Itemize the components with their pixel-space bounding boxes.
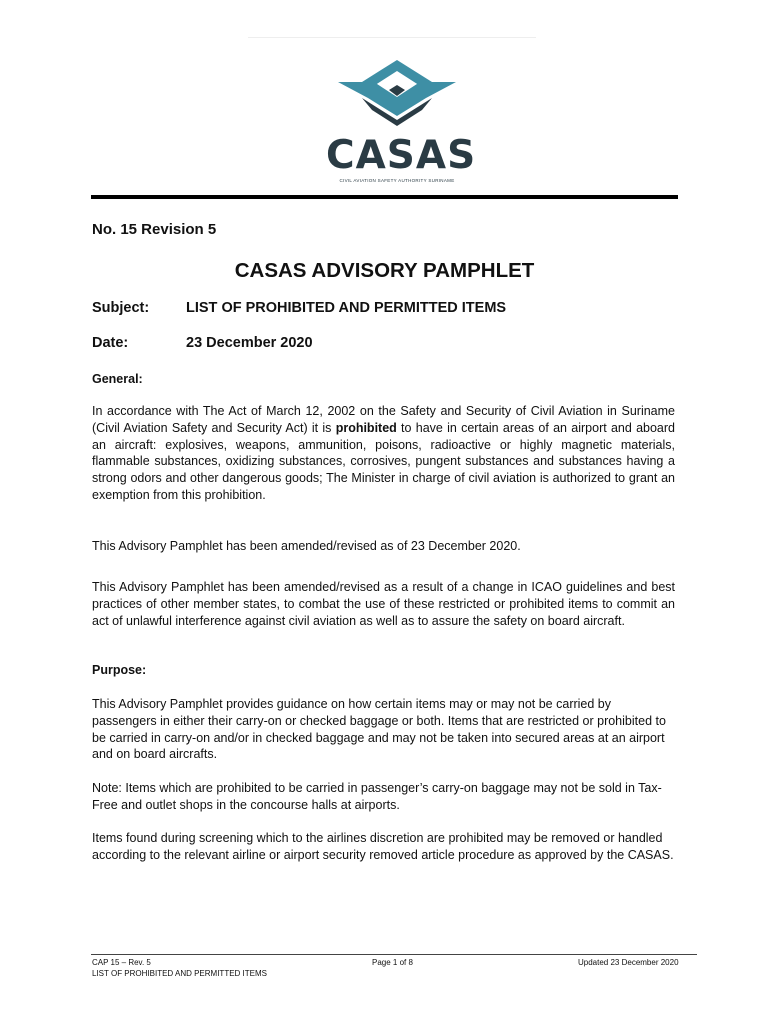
date-label: Date: [92,335,129,351]
footer-doc-ref: CAP 15 – Rev. 5 [92,958,151,967]
footer-page-number: Page 1 of 8 [372,958,413,967]
footer-rule [91,954,697,955]
casas-emblem-icon [338,58,456,128]
footer-updated-date: Updated 23 December 2020 [578,958,679,967]
top-divider [248,37,536,38]
general-paragraph-2: This Advisory Pamphlet has been amended/revised as of 23 December 2020. [92,539,521,553]
page-title: CASAS ADVISORY PAMPHLET [234,259,535,282]
subject-label: Subject: [92,300,150,316]
logo-subtitle: CIVIL AVIATION SAFETY AUTHORITY SURINAME [339,178,455,183]
general-paragraph-1 [92,403,675,504]
purpose-paragraph-1: This Advisory Pamphlet provides guidance on how certain items may or may not be carried by passengers in either their carry-on or checked baggage or both. Items that are restricted or prohibited to be carried in carry-on and/or in checked baggage and may not be taken into secured areas at an airport and on board aircrafts. [92,697,666,762]
header-rule [91,195,678,199]
subject-value: LIST OF PROHIBITED AND PERMITTED ITEMS [186,300,507,316]
purpose-heading: Purpose: [92,663,147,677]
general-heading: General: [92,372,143,386]
paragraph-text: In accordance with The Act of March 12, 2002 on the Safety and Security of Civil Aviation in Suriname (Civil Aviation Safety and Security Act) it is [92,404,675,435]
casas-logo [326,58,477,188]
general-paragraph-3: This Advisory Pamphlet has been amended/revised as a result of a change in ICAO guidelines and best practices of other member states, to combat the use of these restricted or prohibited items to commit an act of unlawful interference against civil aviation as well as to assure the safety on board aircraft. [92,580,675,628]
purpose-paragraph-2: Note: Items which are prohibited to be carried in passenger’s carry-on baggage may not be sold in Tax- Free and outlet shops in the concourse halls at airports. [92,781,662,812]
revision-number: No. 15 Revision 5 [92,221,217,238]
logo-wordmark: CASAS [326,133,477,178]
footer-doc-subject: LIST OF PROHIBITED AND PERMITTED ITEMS [92,969,267,978]
date-value: 23 December 2020 [186,335,313,351]
paragraph-text: to have in certain areas of an airport and aboard an aircraft: explosives, weapons, ammunition, poisons, radioactive or highly magnetic materials, flammable substances, oxidizing substances, corrosives, pungent substances and substances having a strong odors and other dangerous goods; The Minister in charge of civil aviation is authorized to grant an exemption from this prohibition. [92,420,675,502]
purpose-paragraph-3: Items found during screening which to the airlines discretion are prohibited may be removed or handled according to the relevant airline or airport security removed article procedure as approved by the CASAS. [92,831,674,862]
prohibited-emphasis: prohibited [335,420,397,435]
